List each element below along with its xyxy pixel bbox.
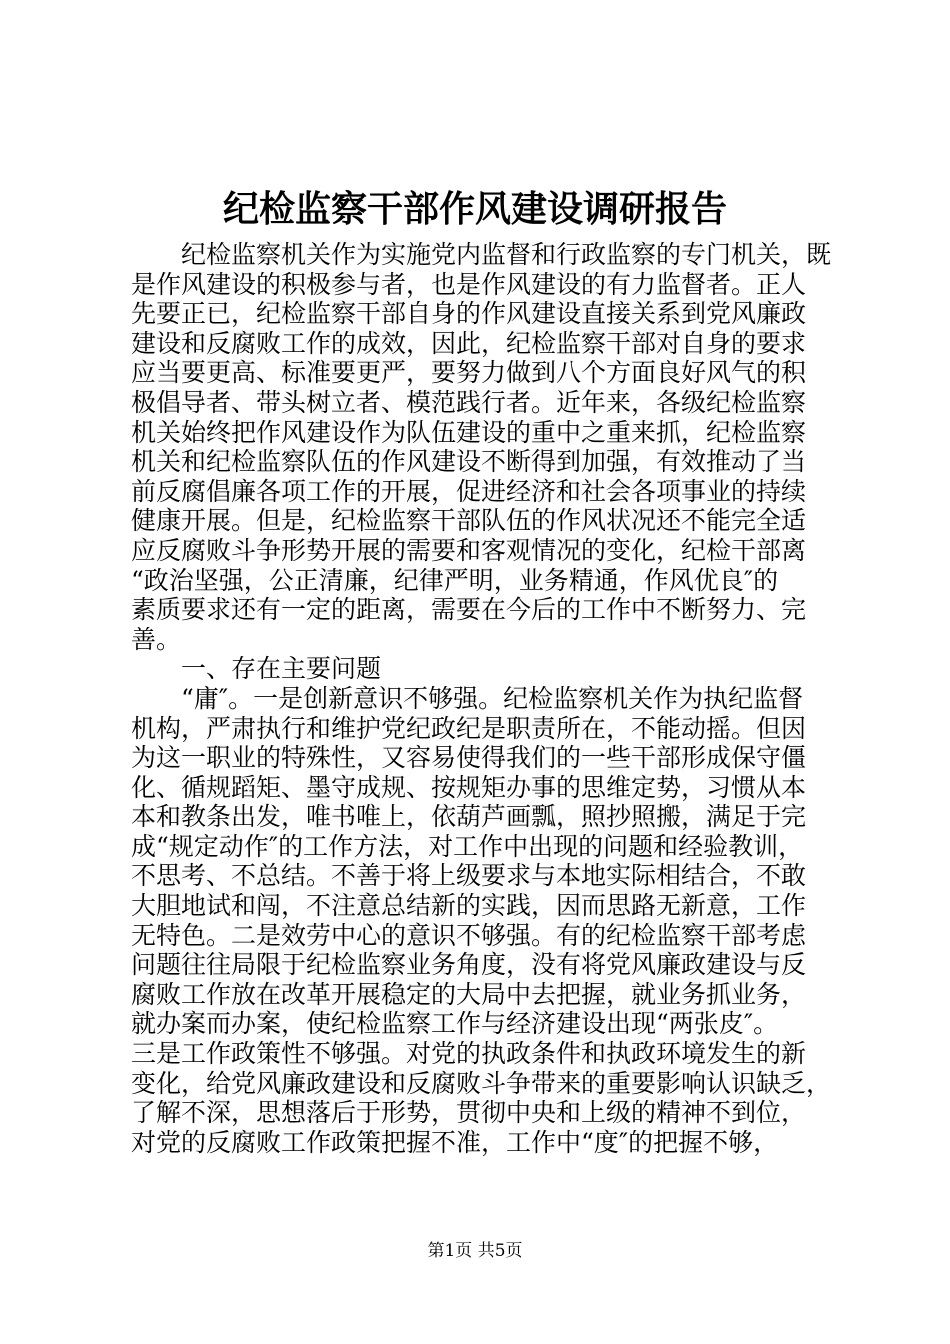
text-line: 腐败工作放在改革开展稳定的大局中去把握，就业务抓业务， [131, 979, 807, 1009]
text-line: 三是工作政策性不够强。对党的执政条件和执政环境发生的新 [131, 1039, 807, 1069]
text-line: 无特色。二是效劳中心的意识不够强。有的纪检监察干部考虑 [131, 920, 807, 950]
document-body [131, 240, 831, 1157]
text-line: 为这一职业的特殊性，又容易使得我们的一些干部形成保守僵 [131, 743, 807, 773]
text-line: 先要正已，纪检监察干部自身的作风建设直接关系到党风廉政 [131, 299, 807, 329]
text-line: 机关和纪检监察队伍的作风建设不断得到加强，有效推动了当 [131, 447, 807, 477]
text-line: 就办案而办案，使纪检监察工作与经济建设出现“两张皮″。 [131, 1009, 779, 1039]
text-line: 一、存在主要问题 [131, 654, 382, 684]
text-line: 建设和反腐败工作的成效，因此，纪检监察干部对自身的要求 [131, 328, 807, 358]
text-line: 变化，给党风廉政建设和反腐败斗争带来的重要影响认识缺乏， [131, 1068, 832, 1098]
text-line: 善。 [131, 624, 182, 654]
text-line: 问题往往局限于纪检监察业务角度，没有将党风廉政建设与反 [131, 950, 807, 980]
text-line: 应反腐败斗争形势开展的需要和客观情况的变化，纪检干部离 [131, 535, 807, 565]
text-line: 成“规定动作″的工作方法，对工作中出现的问题和经验教训， [131, 831, 804, 861]
text-line: “政治坚强，公正清廉，纪律严明，业务精通，作风优良″的 [131, 565, 779, 595]
text-line: 机构，严肃执行和维护党纪政纪是职责所在，不能动摇。但因 [131, 713, 807, 743]
text-line: 极倡导者、带头树立者、模范践行者。近年来，各级纪检监察 [131, 387, 807, 417]
text-line: 是作风建设的积极参与者，也是作风建设的有力监督者。正人 [131, 269, 807, 299]
text-line: 化、循规蹈矩、墨守成规、按规矩办事的思维定势，习惯从本 [131, 772, 807, 802]
text-line: 纪检监察机关作为实施党内监督和行政监察的专门机关，既 [131, 240, 832, 269]
text-line: 了解不深，思想落后于形势，贯彻中央和上级的精神不到位， [131, 1098, 807, 1128]
text-line: 对党的反腐败工作政策把握不准，工作中“度″的把握不够， [131, 1127, 779, 1157]
text-line: “庸″。一是创新意识不够强。纪检监察机关作为执纪监督 [131, 683, 804, 713]
text-line: 本和教条出发，唯书唯上，依葫芦画瓢，照抄照搬，满足于完 [131, 802, 807, 832]
text-line: 应当要更高、标准要更严，要努力做到八个方面良好风气的积 [131, 358, 807, 388]
text-line: 前反腐倡廉各项工作的开展，促进经济和社会各项事业的持续 [131, 476, 807, 506]
text-line: 健康开展。但是，纪检监察干部队伍的作风状况还不能完全适 [131, 506, 807, 536]
document-title: 纪检监察干部作风建设调研报告 [222, 188, 727, 230]
text-line: 大胆地试和闯，不注意总结新的实践，因而思路无新意，工作 [131, 891, 807, 921]
text-line: 素质要求还有一定的距离，需要在今后的工作中不断努力、完 [131, 595, 807, 625]
page-footer: 第1页 共5页 [427, 1241, 523, 1261]
text-line: 机关始终把作风建设作为队伍建设的重中之重来抓，纪检监察 [131, 417, 807, 447]
text-line: 不思考、不总结。不善于将上级要求与本地实际相结合，不敢 [131, 861, 807, 891]
